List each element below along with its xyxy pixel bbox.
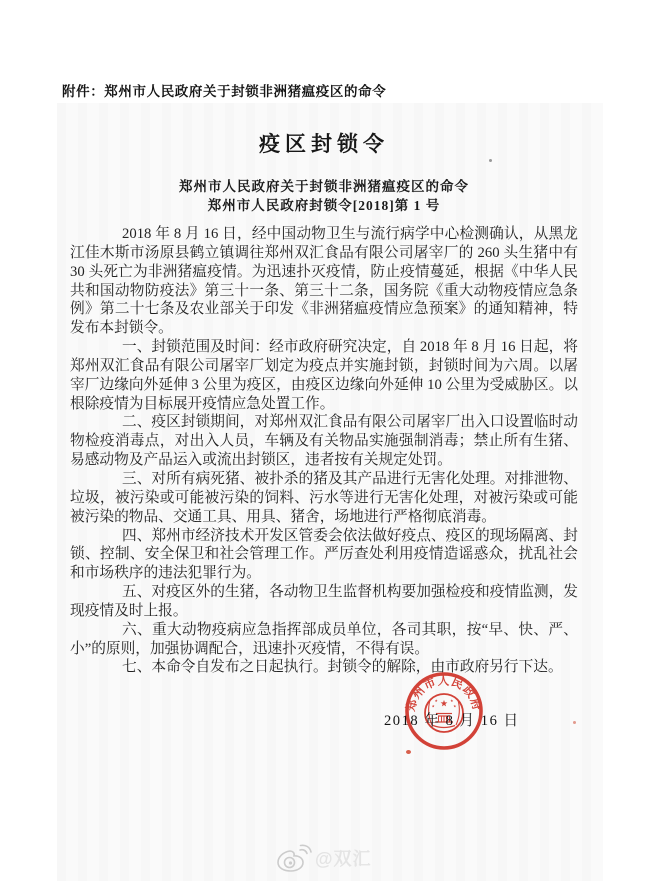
paragraph-item-4: 四、郑州市经济技术开发区管委会依法做好疫点、疫区的现场隔离、封锁、控制、安全保卫和社会管理工作。严厉查处利用疫情造谣惑众，扰乱社会和市场秩序的违法犯罪行为。	[70, 527, 578, 582]
watermark-handle: @双汇	[315, 849, 372, 869]
document-number: 郑州市人民政府封锁令[2018]第 1 号	[207, 198, 441, 213]
weibo-watermark	[276, 842, 372, 874]
paragraph-item-6: 六、重大动物疫病应急指挥部成员单位，各司其职，按“早、快、严、小”的原则，加强协调配合，迅速扑灭疫情，不得有误。	[70, 621, 578, 657]
document-body	[70, 225, 578, 677]
weibo-icon	[276, 842, 312, 874]
seal-ink-speck	[573, 721, 576, 724]
paragraph-intro: 2018 年 8 月 16 日，经中国动物卫生与流行病学中心检测确认，从黑龙江佳木斯市汤原县鹤立镇调往郑州双汇食品有限公司屠宰厂的 260 头生猪中有 30 头死亡为非洲猪瘟疫情。为迅速扑灭疫情，防止疫情蔓延，根据《中华人民共和国动物防疫法》第三十一条、第三十二条，国务院《重大动物疫情应急条例》第二十七条及农业部关于印发《非洲猪瘟疫情应急预案》的通知精神，特发布本封锁令。	[70, 226, 578, 337]
issue-date: 2018 年 8 月 16 日	[384, 713, 520, 729]
page-title: 疫区封锁令	[259, 132, 389, 156]
paragraph-item-3: 三、对所有病死猪、被扑杀的猪及其产品进行无害化处理。对排泄物、垃圾，被污染或可能被污染的饲料、污水等进行无害化处理，对被污染或可能被污染的物品、交通工具、用具、猪舍，场地进行严格彻底消毒。	[70, 470, 578, 525]
paragraph-item-2: 二、疫区封锁期间，对郑州双汇食品有限公司屠宰厂出入口设置临时动物检疫消毒点，对出入人员，车辆及有关物品实施强制消毒；禁止所有生猪、易感动物及产品运入或流出封锁区，违者按有关规定处罚。	[70, 414, 578, 469]
paragraph-item-7: 七、本命令自发布之日起执行。封锁令的解除，由市政府另行下达。	[122, 659, 563, 676]
document-subtitle: 郑州市人民政府关于封锁非洲猪瘟疫区的命令	[179, 179, 469, 194]
paragraph-item-1: 一、封锁范围及时间：经市政府研究决定，自 2018 年 8 月 16 日起，将郑州双汇食品有限公司屠宰厂划定为疫点并实施封锁，封锁时间为六周。以屠宰厂边缘向外延伸 3 公里为疫区，由疫区边缘向外延伸 10 公里为受威胁区。以根除疫情为目标展开疫情应急处置工作。	[70, 339, 578, 412]
attachment-title: 附件：郑州市人民政府关于封锁非洲猪瘟疫区的命令	[62, 84, 387, 99]
paragraph-item-5: 五、对疫区外的生猪，各动物卫生监督机构要加强检疫和疫情监测，发现疫情及时上报。	[70, 584, 578, 619]
scan-speck	[489, 159, 492, 162]
seal-ring-text: 郑州市人民政府	[404, 674, 484, 713]
